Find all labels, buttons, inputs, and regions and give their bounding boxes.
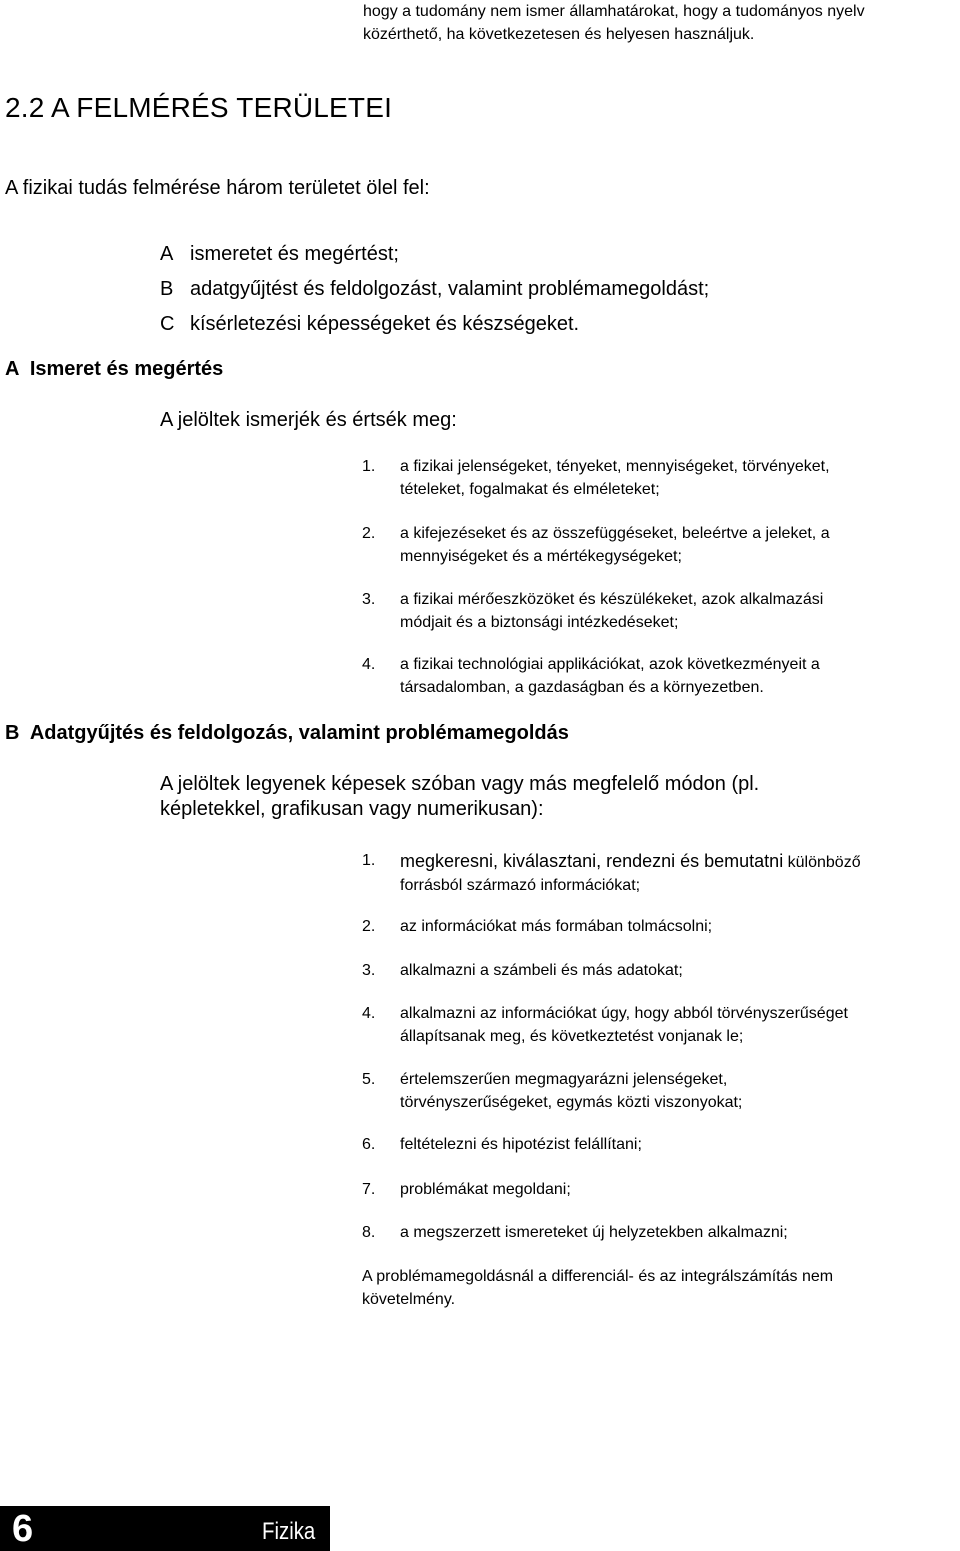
- intro-line-2: közérthető, ha következetesen és helyesen használjuk.: [363, 26, 755, 43]
- areas-list: [160, 237, 709, 342]
- list-text-line: feltételezni és hipotézist felállítani;: [400, 1136, 642, 1153]
- areas-intro: A fizikai tudás felmérése három területet ölel fel:: [5, 177, 430, 199]
- list-item: [362, 1003, 942, 1048]
- section-b-lead: [160, 772, 920, 822]
- list-item: [362, 1134, 942, 1157]
- lead-line: A jelöltek legyenek képesek szóban vagy más megfelelő módon (pl.: [160, 773, 760, 795]
- list-number: 3.: [362, 591, 376, 608]
- intro-paragraph: [363, 0, 953, 46]
- list-text-line: alkalmazni az információkat úgy, hogy abból törvényszerűséget: [400, 1005, 848, 1022]
- note-paragraph: [362, 1265, 942, 1311]
- list-number: 2.: [362, 525, 376, 542]
- list-item: [362, 654, 942, 699]
- area-item-a: [160, 237, 709, 272]
- lead-line: képletekkel, grafikusan vagy numerikusan):: [160, 798, 544, 820]
- list-text-line: a fizikai jelenségeket, tényeket, mennyiségeket, törvényeket,: [400, 458, 830, 475]
- list-text-line: törvényszerűségeket, egymás közti viszonyokat;: [400, 1093, 743, 1111]
- area-text: adatgyűjtést és feldolgozást, valamint problémamegoldást;: [190, 278, 710, 300]
- list-text-line: forrásból származó információkat;: [400, 876, 641, 894]
- list-number: 2.: [362, 918, 376, 935]
- list-item: [362, 916, 942, 939]
- note-line: követelmény.: [362, 1291, 456, 1308]
- list-item: [362, 1069, 942, 1114]
- list-text-line: a fizikai technológiai applikációkat, azok következményeit a: [400, 656, 820, 673]
- list-text-line: tételeket, fogalmakat és elméleteket;: [400, 480, 660, 498]
- list-text-line: a kifejezéseket és az összefüggéseket, beleértve a jeleket, a: [400, 525, 830, 542]
- list-text-emphasis: megkeresni, kiválasztani, rendezni és bemutatni: [400, 851, 784, 871]
- list-text-line: mennyiségeket és a mértékegységeket;: [400, 547, 682, 565]
- list-number: 5.: [362, 1071, 376, 1088]
- page-number: 6: [12, 1508, 34, 1550]
- list-number: 1.: [362, 852, 376, 869]
- list-number: 1.: [362, 458, 376, 475]
- list-text-line: különböző: [783, 854, 861, 871]
- list-item: [362, 523, 942, 568]
- list-text-line: értelemszerűen megmagyarázni jelenségeket,: [400, 1071, 728, 1088]
- list-number: 8.: [362, 1224, 376, 1241]
- list-item: [362, 589, 942, 634]
- list-item: [362, 850, 942, 897]
- list-number: 7.: [362, 1181, 376, 1198]
- list-item: [362, 1179, 942, 1202]
- list-item: [362, 456, 942, 501]
- area-item-b: [160, 272, 709, 307]
- intro-line-1: hogy a tudomány nem ismer államhatárokat, hogy a tudományos nyelv: [363, 3, 865, 20]
- area-text: ismeretet és megértést;: [190, 243, 399, 265]
- area-letter: A: [160, 243, 174, 265]
- area-letter: C: [160, 313, 175, 335]
- section-a-title: A Ismeret és megértés: [5, 358, 224, 380]
- list-text-line: társadalomban, a gazdaságban és a környezetben.: [400, 678, 764, 696]
- list-number: 4.: [362, 656, 376, 673]
- section-b-title: B Adatgyűjtés és feldolgozás, valamint problémamegoldás: [5, 722, 569, 744]
- list-text-line: módjait és a biztonsági intézkedéseket;: [400, 613, 679, 631]
- list-number: 4.: [362, 1005, 376, 1022]
- area-letter: B: [160, 278, 174, 300]
- list-text-line: a megszerzett ismereteket új helyzetekben alkalmazni;: [400, 1224, 788, 1241]
- list-item: [362, 960, 942, 983]
- list-text-line: problémákat megoldani;: [400, 1181, 571, 1198]
- section-heading: 2.2 A FELMÉRÉS TERÜLETEI: [5, 92, 393, 123]
- area-item-c: [160, 307, 709, 342]
- page-footer: [0, 1506, 330, 1551]
- list-number: 3.: [362, 962, 376, 979]
- footer-subject: Fizika: [262, 1518, 316, 1545]
- list-item: [362, 1222, 942, 1245]
- list-text-line: az információkat más formában tolmácsolni;: [400, 918, 713, 935]
- list-number: 6.: [362, 1136, 376, 1153]
- note-line: A problémamegoldásnál a differenciál- és az integrálszámítás nem: [362, 1268, 834, 1285]
- section-a-lead: A jelöltek ismerjék és értsék meg:: [160, 409, 457, 431]
- area-text: kísérletezési képességeket és készségeket.: [190, 313, 580, 335]
- list-text-line: állapítsanak meg, és következtetést vonjanak le;: [400, 1027, 744, 1045]
- list-text-line: a fizikai mérőeszközöket és készülékeket, azok alkalmazási: [400, 591, 824, 608]
- list-text-line: alkalmazni a számbeli és más adatokat;: [400, 962, 683, 979]
